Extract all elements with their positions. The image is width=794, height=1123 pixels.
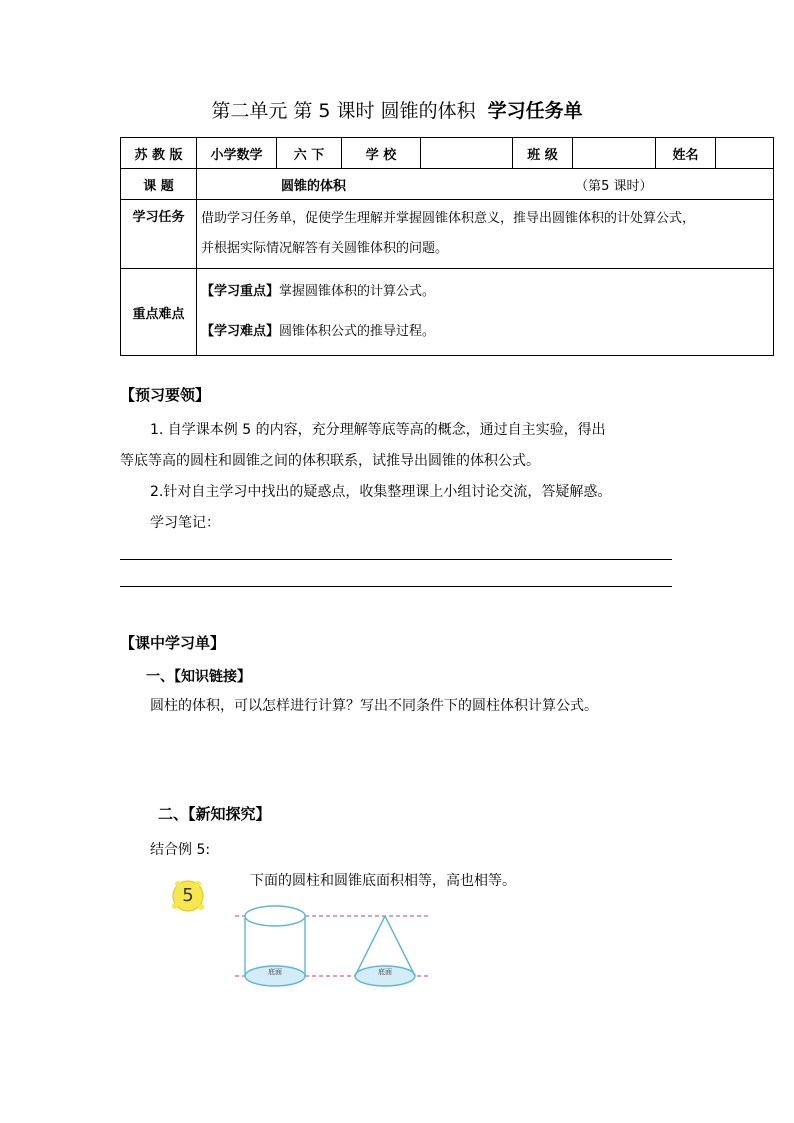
difficult-point-tag: 【学习难点】	[201, 324, 280, 339]
notes-line-2[interactable]	[120, 586, 672, 587]
edition-cell: 苏 教 版	[121, 138, 197, 169]
preview-item-2: 2.针对自主学习中找出的疑惑点，收集整理课上小组讨论交流，答疑解惑。	[150, 484, 612, 500]
key-cell	[197, 269, 774, 356]
part1-heading: 一、【知识链接】	[146, 669, 251, 685]
cone-base-label: 底面	[378, 968, 392, 976]
example-text: 下面的圆柱和圆锥底面积相等，高也相等。	[250, 873, 516, 889]
topic-label: 课 题	[121, 169, 197, 200]
title-plain: 第二单元 第 5 课时 圆锥的体积	[211, 100, 476, 122]
task-label: 学习任务	[121, 200, 197, 269]
task-row	[121, 200, 774, 269]
notes-line-1[interactable]	[120, 559, 672, 560]
info-table	[120, 137, 774, 356]
key-row	[121, 269, 774, 356]
class-value-cell[interactable]	[573, 138, 656, 169]
part1-text: 圆柱的体积，可以怎样进行计算？写出不同条件下的圆柱体积计算公式。	[150, 698, 598, 714]
topic-cell	[197, 169, 774, 200]
key-point	[201, 281, 769, 303]
example-number: 5	[182, 885, 194, 906]
task-line-1: 借助学习任务单，促使学生理解并掌握圆锥体积意义，推导出圆锥体积的计处算公式，	[201, 211, 696, 226]
cylinder-base-label: 底面	[268, 968, 282, 976]
school-value-cell[interactable]	[421, 138, 513, 169]
preview-item-1-line-2: 等底等高的圆柱和圆锥之间的体积联系，试推导出圆锥的体积公式。	[120, 453, 540, 469]
subject-cell: 小学数学	[197, 138, 277, 169]
key-point-tag: 【学习重点】	[201, 284, 280, 299]
title-bold: 学习任务单	[487, 100, 583, 122]
notes-label: 学习笔记：	[150, 515, 220, 531]
difficult-point-text: 圆锥体积公式的推导过程。	[279, 324, 436, 339]
topic-period: （第5 课时）	[575, 178, 653, 194]
table-header-row	[121, 138, 774, 169]
example-badge	[170, 878, 206, 914]
school-label-cell: 学 校	[342, 138, 421, 169]
topic-value: 圆锥的体积	[281, 178, 347, 194]
preview-heading: 【预习要领】	[120, 386, 211, 404]
key-label: 重点难点	[121, 269, 197, 356]
name-label-cell: 姓名	[656, 138, 716, 169]
preview-item-1-line-1: 1. 自学课本例 5 的内容，充分理解等底等高的概念，通过自主实验，得出	[150, 422, 606, 438]
part2-heading: 二、【新知探究】	[158, 805, 271, 823]
classwork-heading: 【课中学习单】	[120, 634, 226, 652]
name-value-cell[interactable]	[716, 138, 774, 169]
task-line-2: 并根据实际情况解答有关圆锥体积的问题。	[201, 241, 449, 256]
page-title	[0, 96, 794, 123]
cylinder-cone-figure	[230, 900, 435, 995]
class-label-cell: 班 级	[513, 138, 573, 169]
example-intro: 结合例 5:	[150, 842, 211, 858]
grade-cell: 六 下	[277, 138, 342, 169]
topic-row	[121, 169, 774, 200]
difficult-point	[201, 321, 769, 343]
key-point-text: 掌握圆锥体积的计算公式。	[279, 284, 436, 299]
task-cell	[197, 200, 774, 269]
